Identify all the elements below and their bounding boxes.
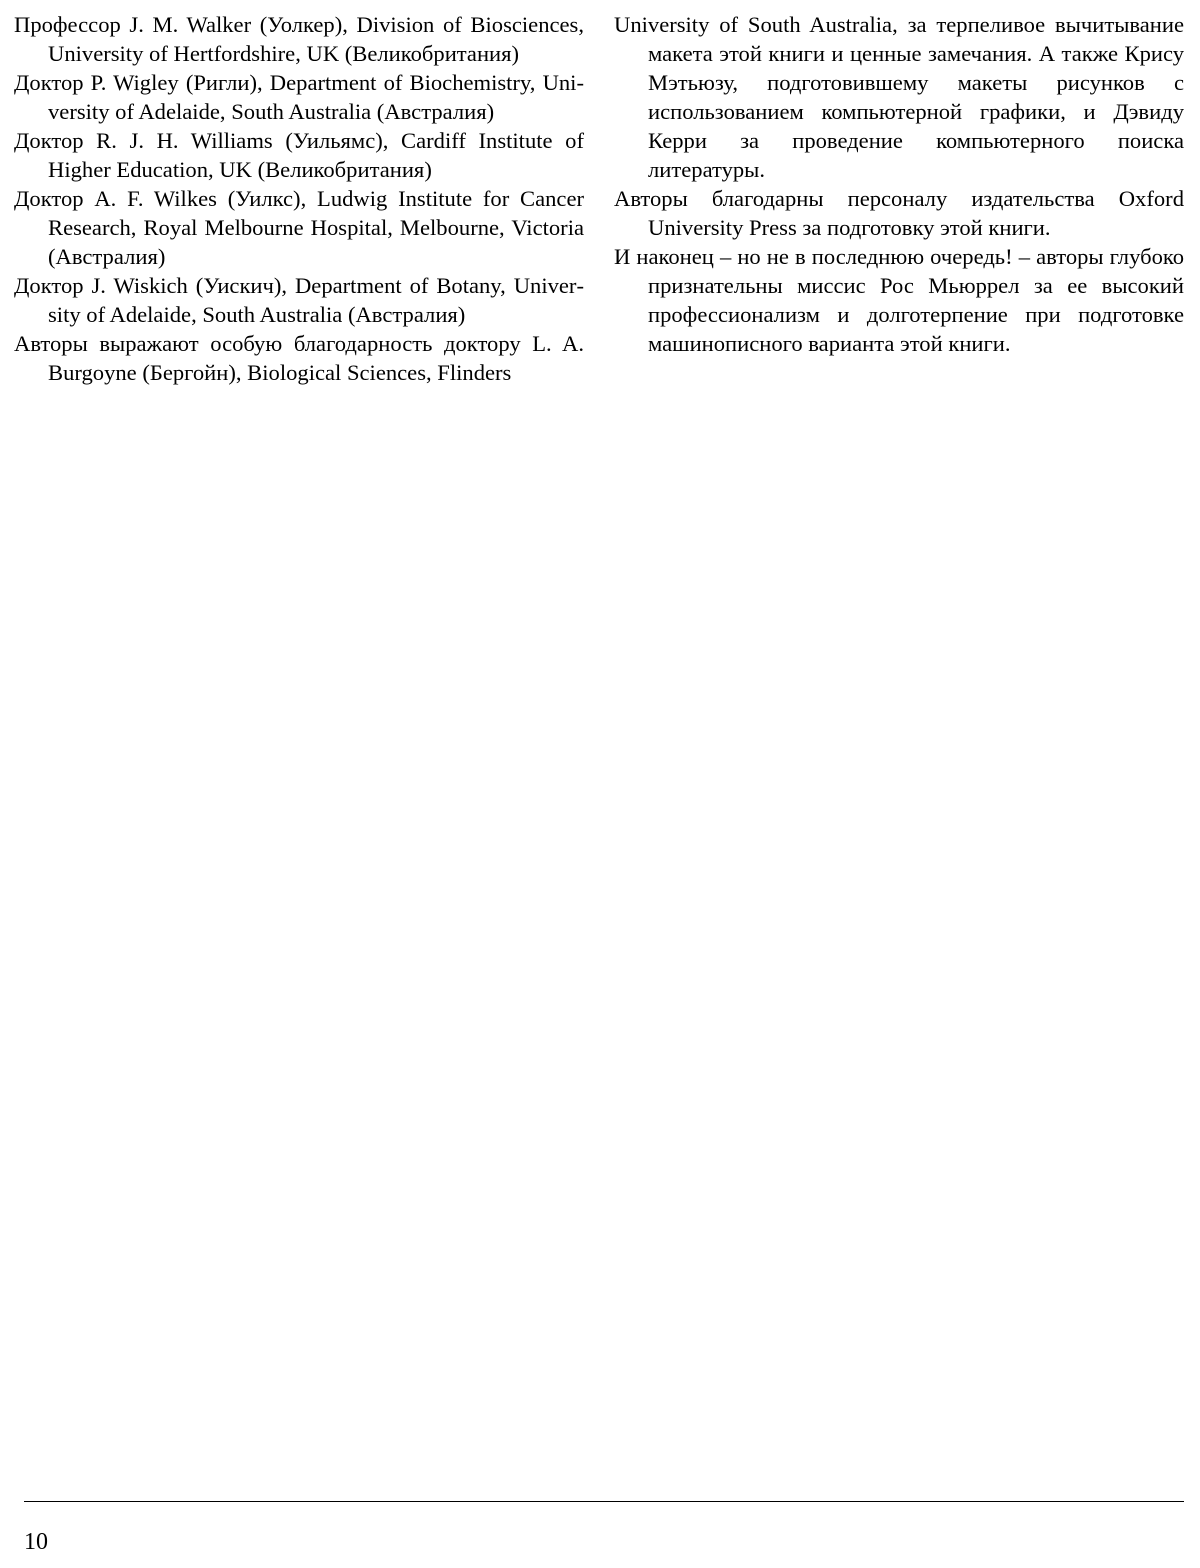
acknowledgement-entry: Доктор R. J. H. Williams (Уильямс), Cardiff Institute of Higher Education, UK (Великобритания) [14,128,584,182]
acknowledgement-entry: Профессор J. M. Walker (Уолкер), Division of Biosciences, University of Hertfordshire, UK (Великобритания) [14,12,584,66]
acknowledgement-paragraph: Авторы благодарны персоналу издательства Oxford University Press за подготовку этой книги. [614,186,1184,240]
acknowledgement-paragraph: И наконец – но не в последнюю очередь! – авторы глубоко признательны миссис Рос Мьюррел за ее высокий профессионализм и долготерпение при подготовке машинописного варианта этой книги. [614,244,1184,356]
acknowledgement-paragraph: University of South Australia, за терпеливое вычитывание макета этой книги и ценные замечания. А также Крису Мэтьюзу, подготовившему макеты рисунков с использованием компьютерной графики, и Дэвиду Керри за проведение компьютерного поиска литературы. [614,12,1184,182]
acknowledgement-entry: Доктор A. F. Wilkes (Уилкс), Ludwig Institute for Cancer Research, Royal Melbourne Hospital, Melbourne, Victoria (Австралия) [14,186,584,269]
acknowledgement-paragraph: Авторы выражают особую благодарность доктору L. A. Burgoyne (Бергойн), Biological Sciences, Flinders [14,331,584,385]
right-column [614,10,1184,358]
acknowledgement-entry: Доктор P. Wigley (Ригли), Department of Biochemistry, University of Adelaide, South Australia (Австралия) [14,70,584,124]
left-column [14,10,584,387]
page-number: 10 [24,1529,48,1555]
acknowledgement-entry: Доктор J. Wiskich (Уискич), Department of Botany, University of Adelaide, South Australia (Австралия) [14,273,584,327]
footer-rule [24,1501,1184,1502]
